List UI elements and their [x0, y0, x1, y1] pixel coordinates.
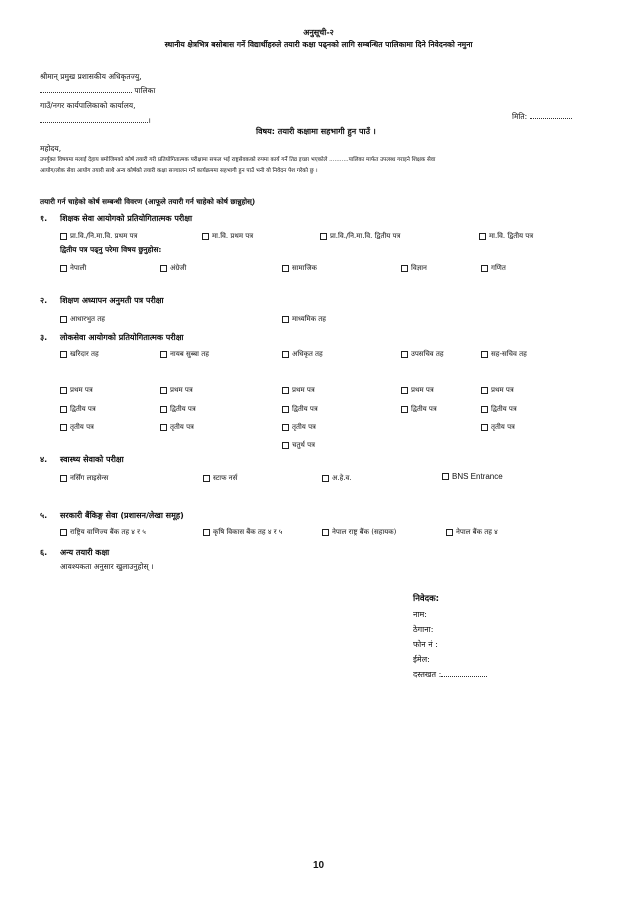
s5-option-nrb[interactable]: नेपाल राष्ट्र बैंक (सहायक)	[322, 528, 396, 537]
s3-nayab-paper3[interactable]: तृतीय पत्र	[160, 423, 194, 432]
date-blank[interactable]	[530, 118, 572, 119]
applicant-heading: निवेदक:	[413, 594, 440, 604]
body-line-1: उपर्युक्त विषयमा मलाई देहाय बमोजिमको कोर्ष तयारी गरी प्रतियोगितात्मक परीक्षामा सफल भई राष्ट्रसेवकको रुपमा कार्य गर्ने तिव्र इच्छा भएकोले ...........पालिका मार्फत उपलब्ध गराइने शिक्षक सेवा	[40, 157, 436, 163]
checkbox[interactable]	[203, 475, 210, 482]
section-4-title: स्वास्थ्य सेवाको परीक्षा	[60, 455, 124, 464]
s2-option-secondary[interactable]: माध्यमिक तह	[282, 315, 326, 324]
s3-nayab-paper1[interactable]: प्रथम पत्र	[160, 386, 193, 395]
s3-level-kharidar[interactable]: खरिदार तह	[60, 350, 99, 359]
s3-adhikrit-paper3[interactable]: तृतीय पत्र	[282, 423, 316, 432]
s3-sahasachiv-paper1[interactable]: प्रथम पत्र	[481, 386, 514, 395]
section-4-number: ४.	[40, 455, 48, 464]
applicant-phone-label: फोन नं :	[413, 640, 438, 649]
subject-line: विषय: तयारी कक्षामा सहभागी हुन पाउँ ।	[256, 127, 376, 136]
checkbox[interactable]	[442, 473, 449, 480]
checkbox[interactable]	[203, 529, 210, 536]
signature-blank[interactable]	[441, 676, 487, 677]
s1-subject-english[interactable]: अंग्रेजी	[160, 264, 186, 273]
checkbox[interactable]	[160, 265, 167, 272]
checkbox[interactable]	[479, 233, 486, 240]
s1-option-secondary-paper2[interactable]: मा.वि. द्वितीय पत्र	[479, 232, 533, 241]
section-2-number: २.	[40, 296, 48, 305]
salutation: महोदय,	[40, 144, 62, 153]
section-6-title: अन्य तयारी कक्षा	[60, 548, 110, 557]
s1-option-primary-paper2[interactable]: प्रा.वि./नि.मा.वि. द्वितीय पत्र	[320, 232, 400, 241]
s1-subject-social[interactable]: सामाजिक	[282, 264, 317, 273]
s3-upasachiv-paper2[interactable]: द्वितीय पत्र	[401, 405, 437, 414]
checkbox[interactable]	[282, 406, 289, 413]
s1-subtitle: द्वितीय पत्र पढ्नु परेमा विषय छुनुहोस:	[60, 245, 162, 254]
details-heading: तयारी गर्न चाहेको कोर्ष सम्बन्धी विवरण (आफूले तयारी गर्न चाहेको कोर्ष छान्नुहोस्)	[40, 197, 256, 206]
checkbox[interactable]	[282, 351, 289, 358]
address-line-1: श्रीमान् प्रमुख प्रशासकीय अधिकृतज्यु,	[40, 72, 142, 81]
checkbox[interactable]	[60, 387, 67, 394]
s3-adhikrit-paper1[interactable]: प्रथम पत्र	[282, 386, 315, 395]
checkbox[interactable]	[202, 233, 209, 240]
checkbox[interactable]	[401, 351, 408, 358]
checkbox[interactable]	[481, 265, 488, 272]
checkbox[interactable]	[60, 316, 67, 323]
checkbox[interactable]	[481, 406, 488, 413]
s3-kharidar-paper2[interactable]: द्वितीय पत्र	[60, 405, 96, 414]
checkbox[interactable]	[322, 529, 329, 536]
checkbox[interactable]	[282, 265, 289, 272]
s4-option-staff-nurse[interactable]: स्टाफ नर्स	[203, 474, 237, 483]
checkbox[interactable]	[282, 442, 289, 449]
checkbox[interactable]	[60, 265, 67, 272]
checkbox[interactable]	[60, 475, 67, 482]
s3-level-upasachiv[interactable]: उपसचिव तह	[401, 350, 444, 359]
section-5-title: सरकारी बैंकिङ्ग सेवा (प्रशासन/लेखा समूह)	[60, 511, 184, 520]
page-title: स्थानीय क्षेत्रभित्र बसोबास गर्ने विद्यार्थीहरुले तयारी कक्षा पढ्नको लागि सम्बन्धित पालिकामा दिने निवेदनको नमुना	[164, 40, 473, 49]
section-1-number: १.	[40, 214, 48, 223]
address-line-4: ।	[40, 116, 151, 125]
s3-sahasachiv-paper2[interactable]: द्वितीय पत्र	[481, 405, 517, 414]
applicant-address-label: ठेगाना:	[413, 625, 434, 634]
checkbox[interactable]	[282, 387, 289, 394]
annex-label: अनुसूची-२	[303, 28, 334, 37]
s3-level-adhikrit[interactable]: अधिकृत तह	[282, 350, 323, 359]
page-number: 10	[312, 860, 325, 871]
s5-option-adbl[interactable]: कृषि विकास बैंक तह ४ र ५	[203, 528, 282, 537]
s3-sahasachiv-paper3[interactable]: तृतीय पत्र	[481, 423, 515, 432]
section-6-number: ६.	[40, 548, 48, 557]
s1-subject-science[interactable]: विज्ञान	[401, 264, 427, 273]
checkbox[interactable]	[60, 406, 67, 413]
office-blank[interactable]	[40, 122, 148, 123]
s1-option-secondary-paper1[interactable]: मा.वि. प्रथम पत्र	[202, 232, 253, 241]
s4-option-ahw[interactable]: अ.हे.व.	[322, 474, 352, 483]
body-line-2: आयोग/लोक सेवा आयोग तयारी साथै अन्य कोर्षको तयारी कक्षा सञ्चालन गर्ने कार्यक्रममा सहभागी हुन पाउँ भनी यो निवेदन पेश गरेको छु ।	[40, 168, 318, 174]
checkbox[interactable]	[401, 406, 408, 413]
date-field: मिति:	[512, 112, 572, 121]
s3-adhikrit-paper4[interactable]: चतुर्थ पत्र	[282, 441, 315, 450]
s3-upasachiv-paper1[interactable]: प्रथम पत्र	[401, 386, 434, 395]
checkbox[interactable]	[60, 529, 67, 536]
checkbox[interactable]	[481, 351, 488, 358]
s1-subject-nepali[interactable]: नेपाली	[60, 264, 86, 273]
checkbox[interactable]	[160, 424, 167, 431]
checkbox[interactable]	[481, 424, 488, 431]
s5-option-rbb[interactable]: राष्ट्रिय वाणिज्य बैंक तह ४ र ५	[60, 528, 146, 537]
s3-level-nayab-subba[interactable]: नायब सुब्बा तह	[160, 350, 209, 359]
applicant-signature-field: दस्तखत :	[413, 670, 487, 679]
s6-note: आवश्यकता अनुसार खुलाउनुहोस् ।	[60, 562, 154, 571]
section-3-number: ३.	[40, 333, 48, 342]
checkbox[interactable]	[160, 406, 167, 413]
checkbox[interactable]	[320, 233, 327, 240]
address-line-3: गाउँ/नगर कार्यपालिकाको कार्यालय,	[40, 101, 136, 110]
s1-option-primary-paper1[interactable]: प्रा.वि./नि.मा.वि. प्रथम पत्र	[60, 232, 137, 241]
checkbox[interactable]	[481, 387, 488, 394]
checkbox[interactable]	[60, 424, 67, 431]
checkbox[interactable]	[160, 351, 167, 358]
checkbox[interactable]	[60, 351, 67, 358]
checkbox[interactable]	[401, 387, 408, 394]
section-5-number: ५.	[40, 511, 48, 520]
checkbox[interactable]	[401, 265, 408, 272]
s3-nayab-paper2[interactable]: द्वितीय पत्र	[160, 405, 196, 414]
s2-option-basic[interactable]: आधारभुत तह	[60, 315, 105, 324]
s3-kharidar-paper1[interactable]: प्रथम पत्र	[60, 386, 93, 395]
checkbox[interactable]	[446, 529, 453, 536]
applicant-name-label: नाम:	[413, 610, 427, 619]
section-1-title: शिक्षक सेवा आयोगको प्रतियोगितात्मक परीक्षा	[60, 214, 193, 223]
municipality-blank[interactable]	[40, 92, 132, 93]
s5-option-nbl[interactable]: नेपाल बैंक तह ४	[446, 528, 498, 537]
section-3-title: लोकसेवा आयोगको प्रतियोगितात्मक परीक्षा	[60, 333, 184, 342]
s3-level-sahasachiv[interactable]: सह-सचिव तह	[481, 350, 527, 359]
address-line-2: पालिका	[40, 86, 155, 95]
s1-subject-math[interactable]: गणित	[481, 264, 506, 273]
s3-kharidar-paper3[interactable]: तृतीय पत्र	[60, 423, 94, 432]
applicant-email-label: ईमेल:	[413, 655, 430, 664]
section-2-title: शिक्षण अध्यापन अनुमती पत्र परीक्षा	[60, 296, 164, 305]
s4-option-nursing-license[interactable]: नर्सिंग लाइसेन्स	[60, 474, 108, 483]
checkbox[interactable]	[60, 233, 67, 240]
checkbox[interactable]	[322, 475, 329, 482]
checkbox[interactable]	[282, 424, 289, 431]
s3-adhikrit-paper2[interactable]: द्वितीय पत्र	[282, 405, 318, 414]
s4-option-bns-entrance[interactable]: BNS Entrance	[442, 472, 503, 481]
checkbox[interactable]	[282, 316, 289, 323]
checkbox[interactable]	[160, 387, 167, 394]
